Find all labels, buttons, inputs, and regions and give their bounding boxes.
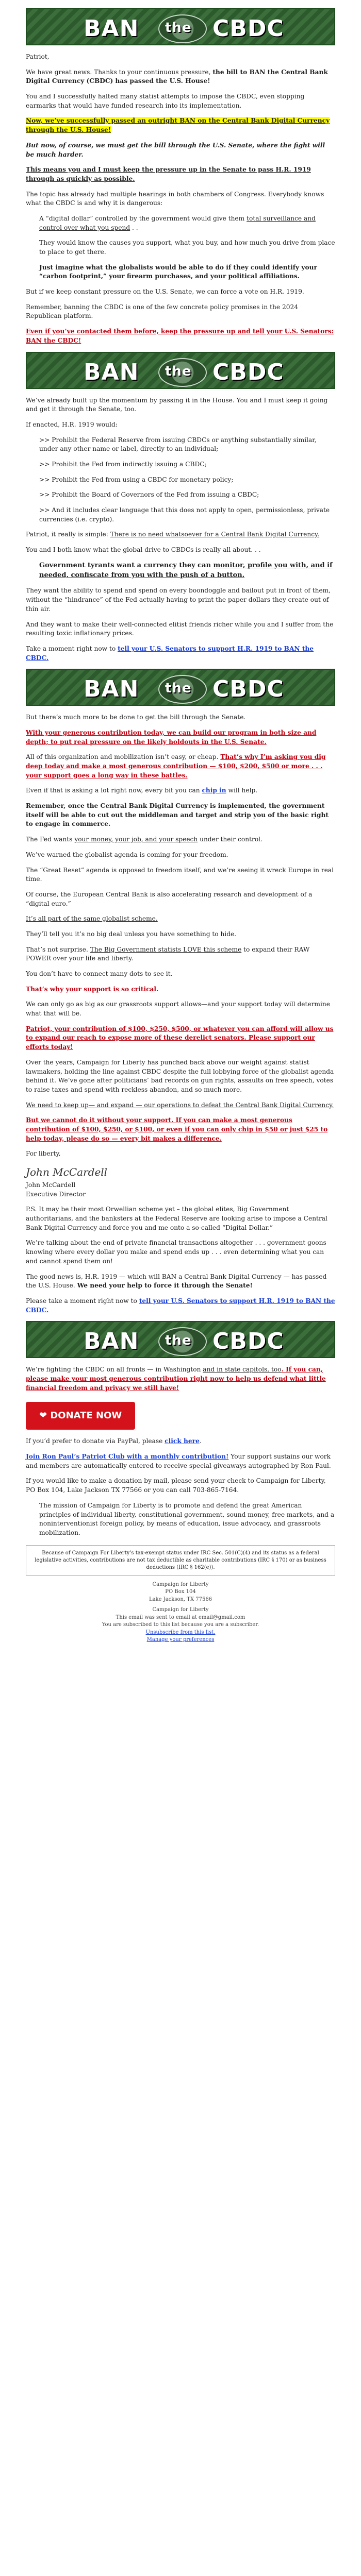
unsubscribe-link[interactable]: Unsubscribe from this list.: [145, 1629, 216, 1635]
donate-now-button[interactable]: ❤ DONATE NOW: [26, 1402, 135, 1430]
paragraph: All of this organization and mobilization isn’t easy, or cheap. That’s why I’m asking you dig deep today and make a most generous contribution — $100, $200, $500 or more . . . your support goes a long way in these battles.: [26, 753, 326, 779]
mission-statement: The mission of Campaign for Liberty is to promote and defend the great American principles of individual liberty, constitutional government, sound money, free markets, and a noninterventionist foreign policy, by means of education, issue advocacy, and grassroots mobilization.: [39, 1501, 335, 1536]
paragraph: Remember, once the Central Bank Digital Currency is implemented, the government itself will be able to cut out the middleman and target and strip you of the basic right to engage in commerce.: [26, 802, 329, 828]
donate-link[interactable]: But we cannot do it without your support. If you can make a most generous contribution of $100, $250, or $100, or even if you can only chip in $50 or just $25 to help today, please do so — every bit makes a difference.: [26, 1116, 328, 1142]
email-body: [26, 0, 335, 1654]
paragraph: And they want to make their well-connected elitist friends richer while you and I suffer from the resulting toxic inflationary prices.: [26, 620, 334, 637]
tax-disclaimer: Because of Campaign For Liberty’s tax-exempt status under IRC Sec. 501(C)(4) and its status as a federal legislative activities, contributions are not tax deductible as charitable contributions (IRC § 170) or as business deductions (IRC § 162(e)).: [26, 1545, 335, 1576]
donate-link[interactable]: With your generous contribution today, we can build our program in both size and depth; to put real pressure on the likely holdouts in the U.S. Senate.: [26, 728, 317, 745]
paragraph: We can only go as big as our grassroots support allows—and your support today will determine what that will be.: [26, 1001, 330, 1018]
paragraph: You don’t have to connect many dots to see it.: [26, 970, 173, 977]
paragraph: Take a moment right now to tell your U.S. Senators to support H.R. 1919 to BAN the CBDC.: [26, 645, 314, 662]
paragraph: The “Great Reset” agenda is opposed to freedom itself, and we’re seeing it wreck Europe in real time.: [26, 866, 334, 883]
paragraph: Even if that is asking a lot right now, every bit you can chip in will help.: [26, 787, 258, 794]
paragraph: That’s why your support is so critical.: [26, 985, 159, 993]
banner-word-cbdc: CBDC: [212, 676, 284, 703]
paragraph: We’ve warned the globalist agenda is coming for your freedom.: [26, 851, 228, 858]
paragraph: Over the years, Campaign for Liberty has punched back above our weight against statist lawmakers, holding the line against CBDC despite the full lobbying force of the globalist agenda behind it. We’ve gone after politicians’ bad records on gun rights, assaults on free speech, votes to raise taxes and spend with reckless abandon, and so much more.: [26, 1058, 334, 1093]
paragraph: They want the ability to spend and spend on every boondoggle and bailout put in front of them, without the “hindrance” of the Fed actually having to print the paper dollars they create out of thin air.: [26, 587, 331, 613]
senate-link[interactable]: Even if you’ve contacted them before, keep the pressure up and tell your U.S. Senators: BAN the CBDC!: [26, 328, 334, 344]
signature: John McCardell: [26, 1166, 108, 1178]
paragraph: We’re fighting the CBDC on all fronts — in Washington and in state capitols, too. If you can, please make your most generous contribution right now to help us defend what little financial freedom and privacy we still have!: [26, 1366, 326, 1392]
heart-icon: ❤: [39, 1410, 51, 1421]
paragraph: Remember, banning the CBDC is one of the few concrete policy promises in the 2024 Republican platform.: [26, 303, 298, 320]
signer-title: Executive Director: [26, 1190, 86, 1198]
signer-name: John McCardell: [26, 1181, 76, 1189]
paragraph: We need to keep up— and expand — our operations to defeat the Central Bank Digital Currency.: [26, 1101, 334, 1109]
senate-link[interactable]: tell your U.S. Senators to support H.R. 1919 to BAN the CBDC.: [26, 645, 314, 662]
postscript: Please take a moment right now to tell your U.S. Senators to support H.R. 1919 to BAN the CBDC.: [26, 1297, 335, 1314]
postscript: We’re talking about the end of private financial transactions altogether . . . government goons knowing where every dollar you make and spend ends up . . . even determining what you can and cannot spend them on!: [26, 1239, 326, 1265]
paragraph: If enacted, H.R. 1919 would:: [26, 420, 118, 428]
closing: For liberty,: [26, 1150, 61, 1158]
postscript: The good news is, H.R. 1919 — which will BAN a Central Bank Digital Currency — has passed the U.S. House. We need your help to force it through the Senate!: [26, 1273, 327, 1290]
paragraph: We’ve already built up the momentum by passing it in the House. You and I must keep it going and get it through the Senate, too.: [26, 396, 328, 413]
banner-word-ban: BAN: [84, 15, 139, 42]
chip-in-link[interactable]: chip in: [202, 787, 226, 794]
patriot-club-link[interactable]: Join Ron Paul’s Patriot Club with a monthly contribution!: [26, 1453, 229, 1461]
paragraph: Now, we’ve successfully passed an outright BAN on the Central Bank Digital Currency through the U.S. House!: [26, 117, 330, 134]
quote: Just imagine what the globalists would be able to do if they could identify your “carbon footprint,” your firearm purchases, and your political affiliations.: [39, 263, 317, 280]
paragraph: But now, of course, we must get the bill through the U.S. Senate, where the fight will be much harder.: [26, 141, 325, 158]
greeting: Patriot,: [26, 53, 50, 60]
paragraph: Join Ron Paul’s Patriot Club with a monthly contribution! Your support sustains our work and members are automatically entered to receive special giveaways autographed by Ron Paul.: [26, 1453, 331, 1469]
banner-word-ban: BAN: [84, 676, 139, 703]
paragraph: Of course, the European Central Bank is also accelerating research and development of a “digital euro.”: [26, 890, 313, 907]
list-item: >> Prohibit the Board of Governors of the Fed from issuing a CBDC;: [39, 491, 259, 499]
list-item: >> Prohibit the Fed from using a CBDC for monetary policy;: [39, 476, 234, 483]
quote: A “digital dollar” controlled by the government would give them total surveillance and control over what you spend . .: [39, 214, 316, 231]
paragraph: That’s not surprise. The Big Government statists LOVE this scheme to expand their RAW POWER over your life and liberty.: [26, 945, 310, 962]
quote: They would know the causes you support, what you buy, and how much you drive from place to place to get there.: [39, 239, 335, 256]
paragraph: You and I both know what the global drive to CBDCs is really all about. . .: [26, 546, 261, 554]
paragraph: We have great news. Thanks to your continuous pressure, the bill to BAN the Central Bank Digital Currency (CBDC) has passed the U.S. House!: [26, 68, 328, 85]
paragraph: You and I successfully halted many statist attempts to impose the CBDC, even stopping earmarks that would have funded research into its implementation.: [26, 93, 305, 109]
senate-link[interactable]: tell your U.S. Senators to support H.R. 1919 to BAN the CBDC.: [26, 1297, 335, 1314]
paragraph: If you’d prefer to donate via PayPal, please click here.: [26, 1437, 202, 1445]
banner-word-ban: BAN: [84, 359, 139, 385]
paragraph: Government tyrants want a currency they can monitor, profile you with, and if needed, confiscate from you with the push of a button.: [39, 561, 333, 579]
paragraph: It’s all part of the same globalist scheme.: [26, 915, 158, 923]
banner-word-cbdc: CBDC: [212, 15, 284, 42]
paragraph: They’ll tell you it’s no big deal unless you have something to hide.: [26, 930, 237, 938]
donate-link[interactable]: Patriot, your contribution of $100, $250, $500, or whatever you can afford will allow us to expand our reach to expose more of these derelict senators. Please support our efforts today!: [26, 1025, 334, 1051]
ban-the-cbdc-banner: [26, 352, 335, 389]
manage-preferences-link[interactable]: Manage your preferences: [146, 1637, 215, 1643]
donate-link[interactable]: That’s why I’m asking you dig deep today and make a most generous contribution — $100, $200, $500 or more . . . your support goes a long way in these battles.: [26, 753, 326, 779]
ban-the-cbdc-banner: [26, 8, 335, 45]
paragraph: The topic has already had multiple hearings in both chambers of Congress. Everybody knows what the CBDC is and why it is dangerous:: [26, 190, 324, 207]
list-item: >> And it includes clear language that this does not apply to open, permissionless, private currencies (i.e. crypto).: [39, 506, 330, 523]
banner-word-the: the: [165, 681, 192, 697]
banner-word-cbdc: CBDC: [212, 359, 284, 385]
paragraph: The Fed wants your money, your job, and your speech under their control.: [26, 836, 262, 843]
banner-word-the: the: [165, 363, 192, 379]
list-item: >> Prohibit the Federal Reserve from issuing CBDCs or anything substantially similar, under any other name or label, directly to an individual;: [39, 436, 317, 453]
donate-button-row: [26, 1399, 335, 1437]
paragraph: If you would like to make a donation by mail, please send your check to Campaign for Liberty, PO Box 104, Lake Jackson TX 77566 or you can call 703-865-7164.: [26, 1477, 326, 1494]
banner-word-cbdc: CBDC: [212, 1328, 284, 1355]
list-item: >> Prohibit the Fed from indirectly issuing a CBDC;: [39, 460, 207, 468]
paragraph: But if we keep constant pressure on the U.S. Senate, we can force a vote on H.R. 1919.: [26, 288, 304, 296]
footer-address: Campaign for Liberty PO Box 104 Lake Jackson, TX 77566 Campaign for Liberty This email was sent to email at email@gmail.com You are subscribed to this list because you are a subscriber. Unsubscribe from this list. Manage your preferences: [102, 1581, 259, 1643]
paragraph: But there’s much more to be done to get the bill through the Senate.: [26, 714, 246, 721]
paragraph: This means you and I must keep the pressure up in the Senate to pass H.R. 1919 through as quickly as possible.: [26, 166, 311, 182]
donate-link[interactable]: . If you can, please make your most generous contribution right now to help us defend what little financial freedom and privacy we still have!: [26, 1366, 326, 1392]
banner-word-the: the: [165, 1333, 192, 1349]
paypal-link[interactable]: click here: [165, 1437, 200, 1445]
paragraph: Patriot, it really is simple: There is no need whatsoever for a Central Bank Digital Currency.: [26, 531, 320, 538]
banner-word-ban: BAN: [84, 1328, 139, 1355]
postscript: P.S. It may be their most Orwellian scheme yet – the global elites, Big Government authoritarians, and the banksters at the Federal Reserve are looking arise to impose a Central Bank Digital Currency and force you and me onto a so-called “Digital Dollar.”: [26, 1206, 327, 1231]
ban-the-cbdc-banner: [26, 669, 335, 706]
banner-word-the: the: [165, 20, 192, 36]
ban-the-cbdc-banner: [26, 1321, 335, 1358]
